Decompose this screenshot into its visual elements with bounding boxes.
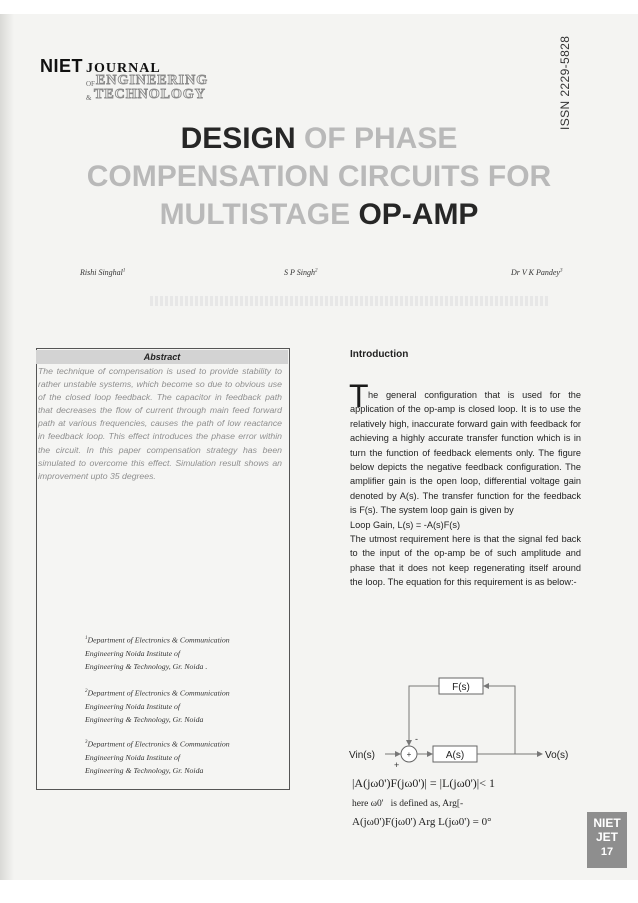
input-plus-sign: +	[394, 760, 400, 768]
journal-page-badge	[587, 812, 627, 868]
feedback-minus-sign: -	[415, 734, 418, 744]
abstract-text: The technique of compensation is used to provide stability to rather unstable systems, which become so due to obvious use of the closed loop feedback. The capacitor in feedback path that decreases the flow of current through main feed forward path at various frequencies, causes the path of low reactance in feedback loop. This effect introduces the phase error within the circuit. In this paper compensation strategy has been simulated to overcome this effect. Simulation result shows an improvement upto 35 degrees.	[38, 366, 282, 481]
masthead-amp: &	[86, 94, 92, 102]
feedback-block-diagram	[349, 672, 581, 768]
page-edge-shadow	[0, 14, 14, 880]
amplifier-block-label: A(s)	[445, 750, 465, 761]
feedback-block-label: F(s)	[452, 682, 470, 693]
paper-title	[40, 120, 598, 234]
title-word-op-amp: OP-AMP	[358, 198, 479, 231]
masthead-of: OF	[86, 80, 95, 88]
feedback-return-line	[409, 686, 439, 745]
phase-equation: A(jω0')F(jω0') Arg L(jω0') = 0°	[352, 816, 492, 828]
badge-niet: NIET	[593, 816, 621, 830]
abstract-heading: Abstract	[36, 350, 288, 364]
author-3: Dr V K Pandey$^3$	[511, 268, 563, 277]
issn-label: ISSN 2229-5828	[558, 35, 572, 130]
summing-junction-sign: +	[406, 750, 412, 759]
output-label: Vo(s)	[545, 750, 569, 761]
author-2: S P Singh$^2$	[284, 268, 318, 277]
affiliation-3: $^3$Department of Electronics & Communication Engineering Noida Institute of Engineering & Technology, Gr. Noida	[85, 739, 230, 775]
intro-body	[350, 388, 581, 590]
badge-jet: JET	[595, 830, 618, 844]
intro-paragraph-2: The utmost requirement here is that the signal fed back to the input of the op-amp be of such amplitude and phase that it does not keep regenerating itself around the loop. The equation for this requirement is as below:-	[350, 534, 581, 588]
masthead-engineering: ENGINEERING	[96, 73, 209, 88]
affiliation-1: $^1$Department of Electronics & Communication Engineering Noida Institute of Engineering & Technology, Gr. Noida .	[85, 635, 230, 671]
title-word-of-phase: OF PHASE	[295, 122, 458, 155]
feedback-out-line	[484, 686, 515, 754]
title-word-multistage: MULTISTAGE	[159, 198, 359, 231]
masthead-technology: TECHNOLOGY	[94, 87, 206, 102]
stability-equation: |A(jω0')F(jω0')| = |L(jω0')|< 1	[352, 776, 495, 790]
intro-heading: Introduction	[350, 349, 409, 360]
author-1: Rishi Singhal$^1$	[80, 268, 126, 277]
input-label: Vin(s)	[349, 750, 375, 761]
affiliation-2: $^2$Department of Electronics & Communication Engineering Noida Institute of Engineering & Technology, Gr. Noida	[85, 688, 230, 724]
page-number: 17	[600, 846, 614, 858]
title-line-2: COMPENSATION CIRCUITS FOR	[86, 160, 552, 193]
intro-paragraph-1: he general configuration that is used for the application of the op-amp is closed loop. It is to use the relatively high, inaccurate forward gain with feedback for achieving a highly accurate transfer function which is in turn the function of feedback elements only. The figure below depicts the negative feedback configuration. The amplifier gain is the open loop, differential voltage gain denoted by A(s). The transfer function for the feedback is F(s). The system loop gain is given by	[350, 390, 581, 516]
title-word-design: DESIGN	[180, 122, 296, 155]
loop-gain-equation: Loop Gain, L(s) = -A(s)F(s)	[350, 519, 461, 530]
masthead-niet: NIET	[40, 56, 84, 76]
header-divider	[150, 296, 548, 306]
masthead-journal: JOURNAL	[86, 61, 161, 76]
phase-definition: here ω0' is defined as, Arg[-	[352, 799, 464, 809]
intro-dropcap: T	[349, 378, 369, 414]
